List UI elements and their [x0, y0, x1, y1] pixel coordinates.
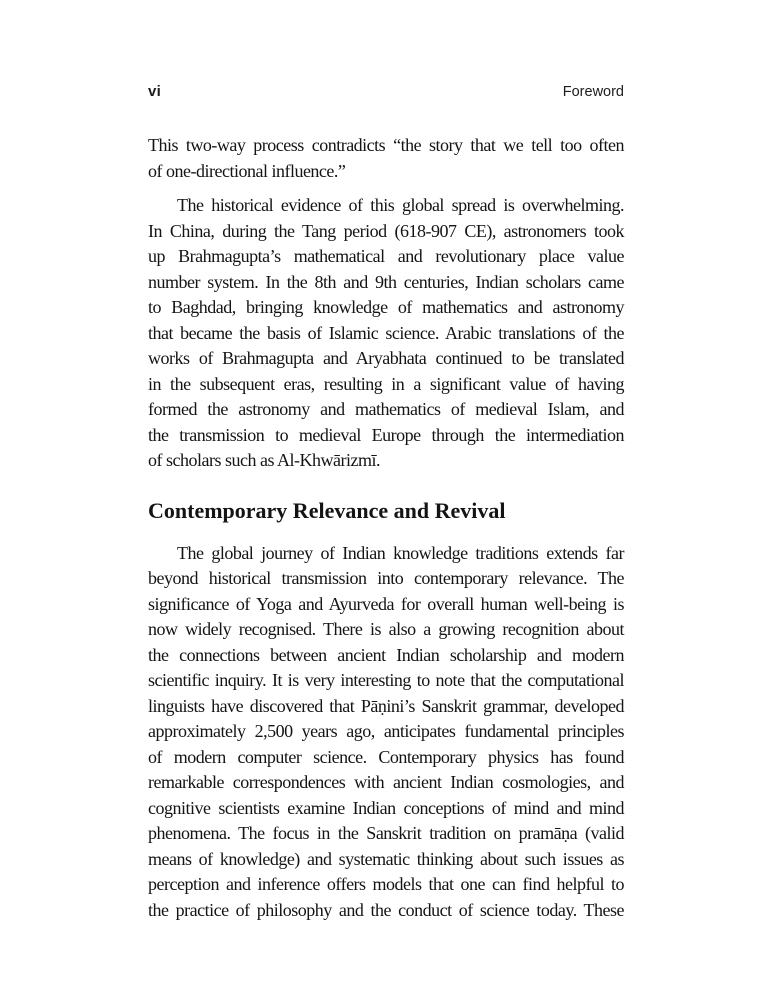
paragraph-3 — [148, 541, 624, 924]
text-line: number system. In the 8th and 9th centuries, Indian scholars came — [148, 271, 624, 292]
text-line: up Brahmagupta’s mathematical and revolutionary place value — [148, 246, 624, 266]
text-line: In China, during the Tang period (618-907 CE), astronomers took — [148, 220, 624, 241]
text-line: in the subsequent eras, resulting in a significant value of having — [148, 373, 624, 394]
text-line: means of knowledge) and systematic thinking about such issues as — [148, 848, 624, 869]
text-line: linguists have discovered that Pāṇini’s Sanskrit grammar, developed — [148, 695, 624, 716]
text-line: the connections between ancient Indian scholarship and modern — [148, 644, 624, 665]
text-line: This two-way process contradicts “the story that we tell too often — [148, 135, 624, 155]
text-line: of modern computer science. Contemporary physics has found — [148, 746, 624, 767]
text-line: approximately 2,500 years ago, anticipates fundamental principles — [148, 721, 624, 741]
text-line: works of Brahmagupta and Aryabhata continued to be translated — [148, 348, 624, 368]
text-line: scientific inquiry. It is very interesting to note that the computational — [148, 670, 624, 690]
text-line: now widely recognised. There is also a growing recognition about — [148, 619, 624, 639]
running-title: Foreword — [562, 84, 624, 100]
text-line: phenomena. The focus in the Sanskrit tradition on pramāṇa (valid — [148, 823, 624, 843]
text-line: perception and inference offers models that one can find helpful to — [148, 874, 624, 894]
text-line: formed the astronomy and mathematics of medieval Islam, and — [148, 399, 624, 419]
text-line: The historical evidence of this global spread is overwhelming. — [177, 195, 624, 215]
paragraph-2 — [148, 193, 624, 474]
text-line: that became the basis of Islamic science. Arabic translations of the — [148, 322, 624, 343]
text-line: The global journey of Indian knowledge traditions extends far — [177, 542, 624, 563]
text-line: of one-directional influence.” — [148, 160, 346, 181]
text-line: of scholars such as Al-Khwārizmī. — [148, 450, 380, 470]
paragraph-1 — [148, 133, 624, 184]
running-header — [148, 84, 624, 100]
text-line: the transmission to medieval Europe through the intermediation — [148, 424, 624, 445]
text-line: remarkable correspondences with ancient Indian cosmologies, and — [148, 772, 624, 792]
text-line: to Baghdad, bringing knowledge of mathematics and astronomy — [148, 297, 624, 317]
text-line: the practice of philosophy and the conduct of science today. These — [148, 899, 624, 920]
text-line: beyond historical transmission into contemporary relevance. The — [148, 568, 624, 588]
text-line: significance of Yoga and Ayurveda for overall human well-being is — [148, 593, 624, 614]
text-line: cognitive scientists examine Indian conceptions of mind and mind — [148, 797, 624, 818]
text-column — [148, 0, 624, 923]
page-number: vi — [148, 83, 162, 100]
section-heading: Contemporary Relevance and Revival — [148, 497, 506, 523]
